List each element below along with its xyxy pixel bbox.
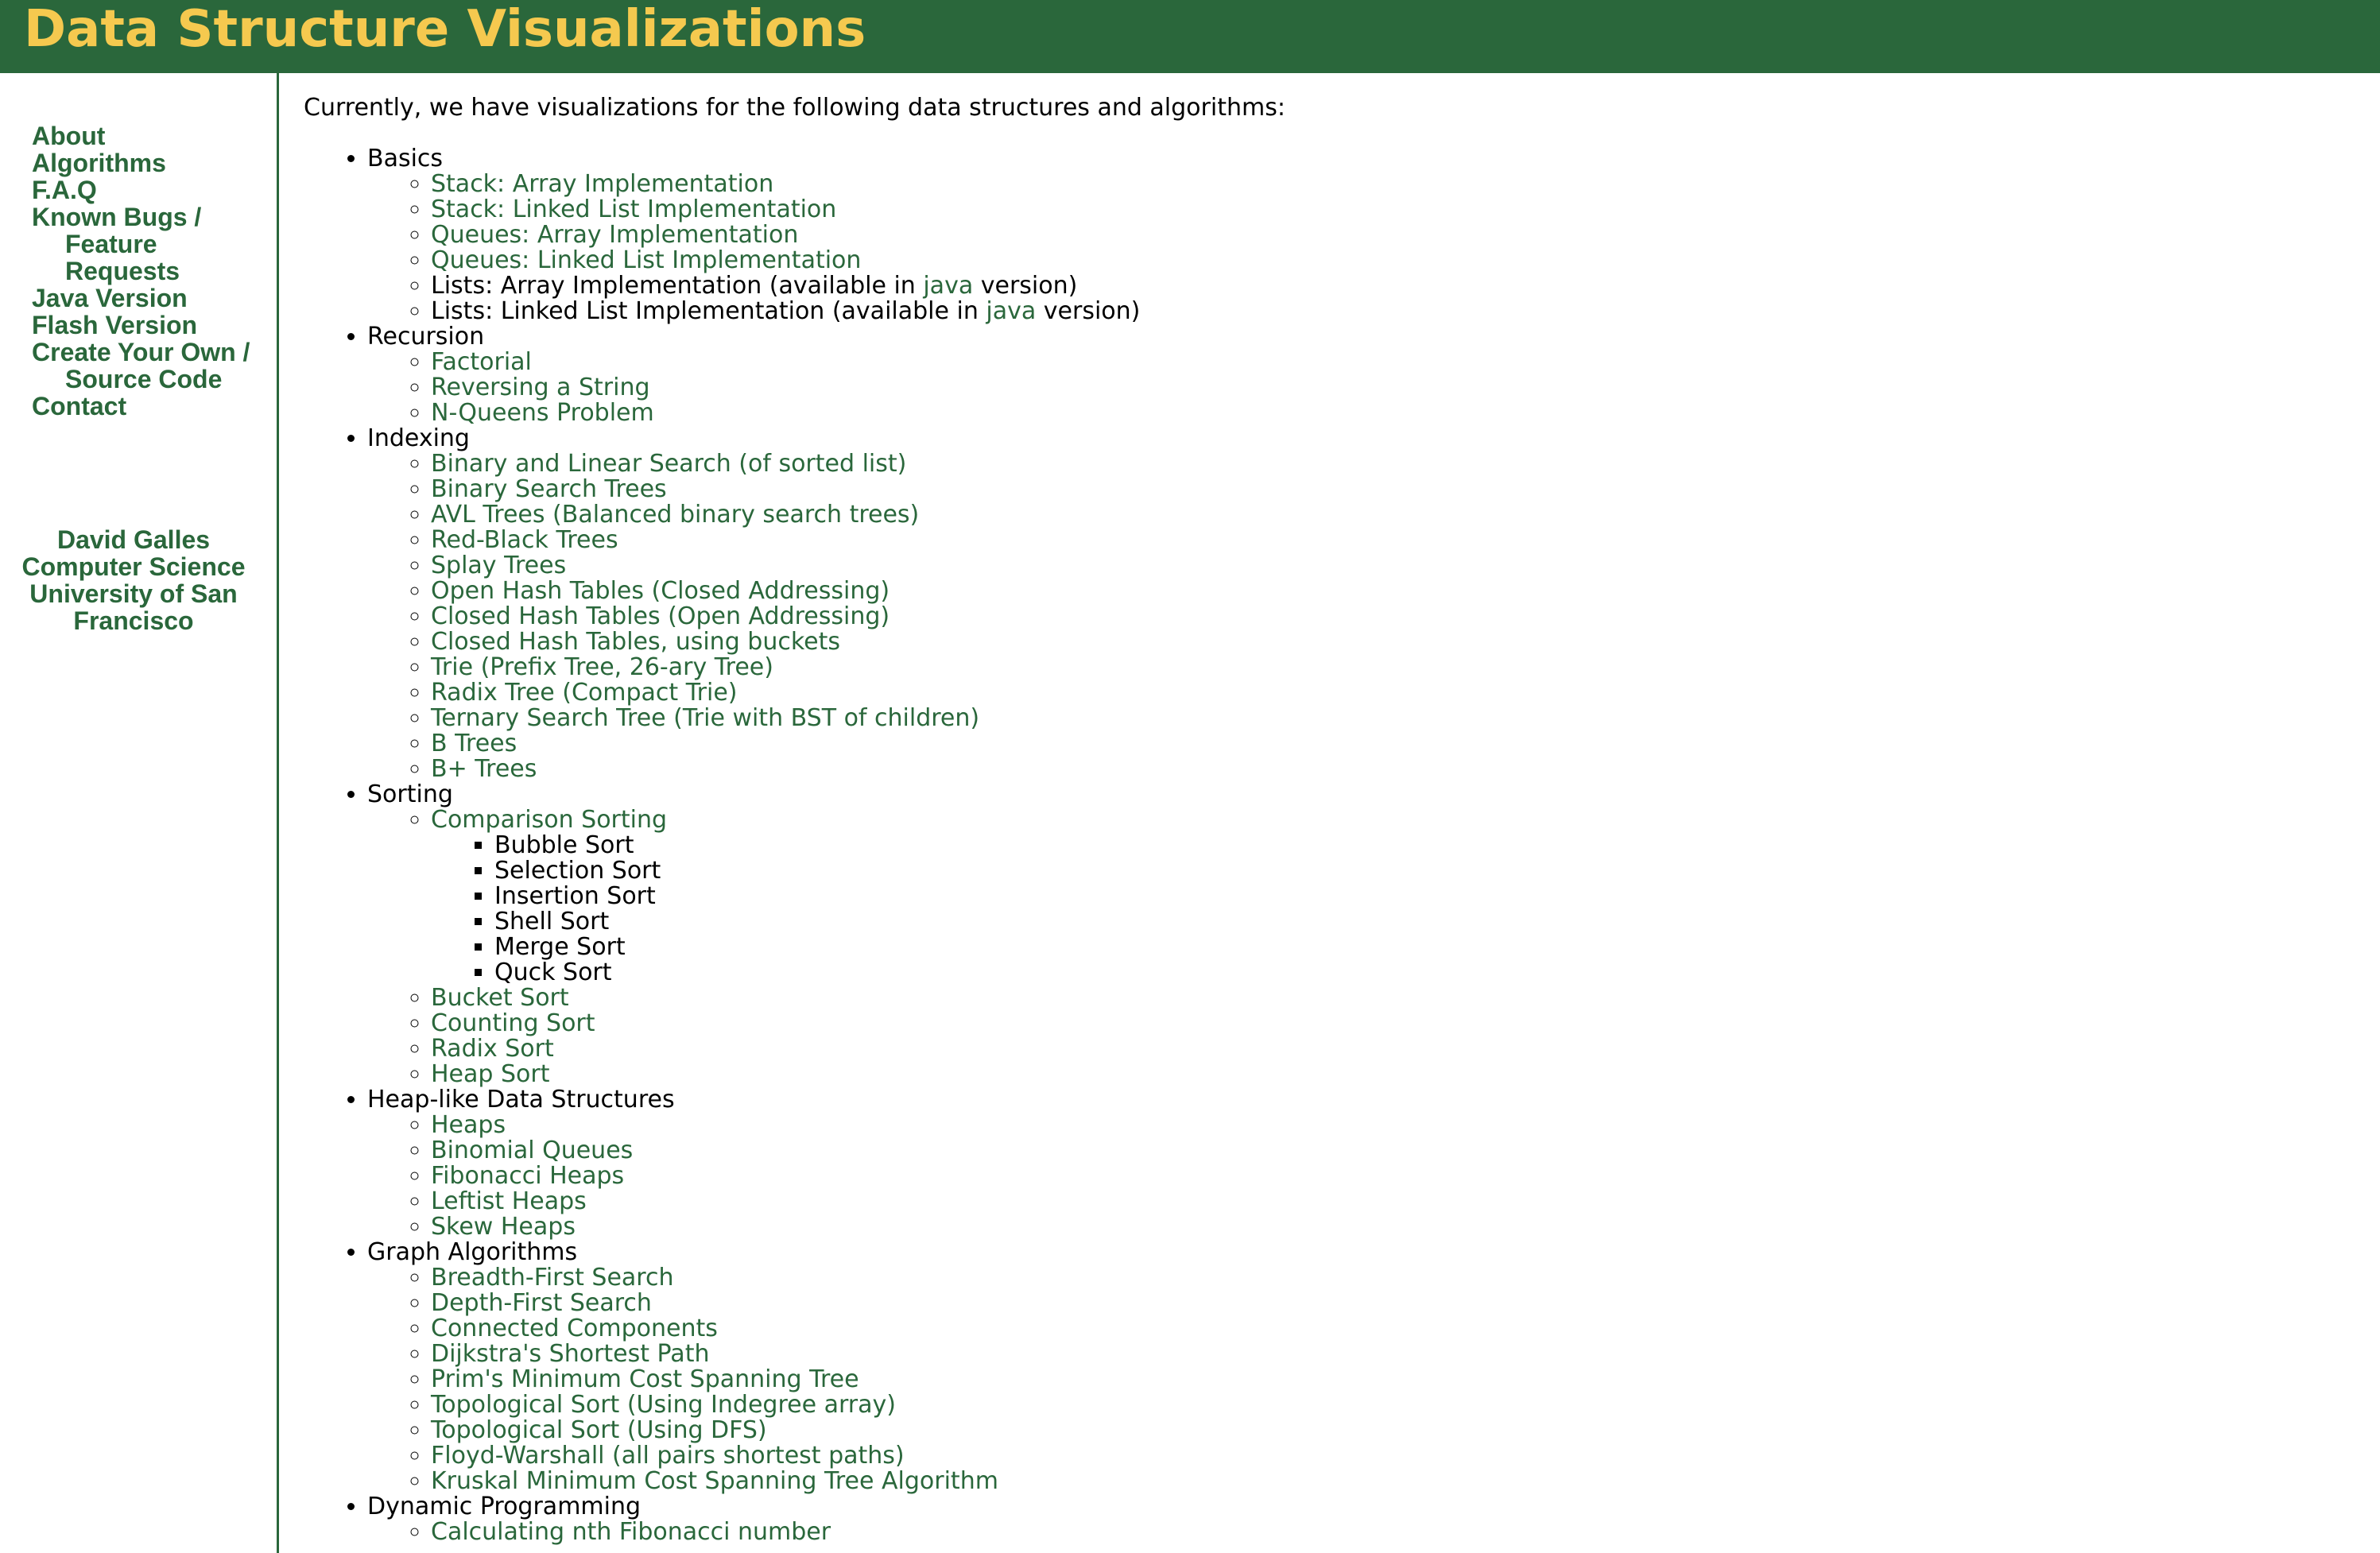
visualization-link[interactable]: Kruskal Minimum Cost Spanning Tree Algorithm bbox=[431, 1467, 998, 1495]
visualization-link[interactable]: Red-Black Trees bbox=[431, 526, 618, 554]
list-item bbox=[431, 1367, 2355, 1392]
list-item bbox=[431, 223, 2355, 248]
visualization-link[interactable]: Queues: Array Implementation bbox=[431, 221, 799, 249]
category-label: Dynamic Programming bbox=[367, 1493, 642, 1520]
visualization-link[interactable]: Prim's Minimum Cost Spanning Tree bbox=[431, 1365, 859, 1393]
visualization-link[interactable]: Comparison Sorting bbox=[431, 806, 668, 834]
visualization-link[interactable]: Counting Sort bbox=[431, 1009, 595, 1037]
nav-faq-link[interactable]: F.A.Q bbox=[32, 176, 97, 204]
visualization-link[interactable]: Reversing a String bbox=[431, 374, 650, 401]
item-text: Lists: Array Implementation (available in bbox=[431, 272, 924, 300]
graphs-list bbox=[367, 1265, 2355, 1494]
list-item bbox=[431, 731, 2355, 757]
category-label: Sorting bbox=[367, 780, 453, 808]
visualization-link[interactable]: Stack: Array Implementation bbox=[431, 170, 774, 198]
visualization-link[interactable]: Topological Sort (Using DFS) bbox=[431, 1416, 767, 1444]
visualization-link[interactable]: Factorial bbox=[431, 348, 532, 376]
sub-list-item: ▪ Selection Sort bbox=[494, 858, 2355, 884]
visualization-link[interactable]: Binomial Queues bbox=[431, 1137, 634, 1164]
list-item bbox=[431, 757, 2355, 782]
visualization-link[interactable]: Binary Search Trees bbox=[431, 475, 667, 503]
author-department: Computer Science bbox=[21, 552, 246, 581]
nav-known-bugs-link[interactable]: Known Bugs / Feature Requests bbox=[32, 203, 202, 285]
list-item bbox=[431, 248, 2355, 273]
visualization-link[interactable]: Calculating nth Fibonacci number bbox=[431, 1518, 831, 1546]
category-indexing bbox=[367, 426, 2355, 782]
list-item bbox=[431, 1520, 2355, 1545]
visualization-link[interactable]: B Trees bbox=[431, 730, 517, 757]
list-item bbox=[431, 273, 2355, 299]
sub-list-item: ▪ Shell Sort bbox=[494, 909, 2355, 935]
visualization-link[interactable]: B+ Trees bbox=[431, 755, 537, 783]
sidebar-nav bbox=[32, 122, 270, 420]
visualization-link[interactable]: Open Hash Tables (Closed Addressing) bbox=[431, 577, 890, 605]
category-basics bbox=[367, 146, 2355, 324]
list-item bbox=[431, 375, 2355, 401]
author-university: University of San Francisco bbox=[29, 579, 238, 635]
sub-list-item: ▪ Insertion Sort bbox=[494, 884, 2355, 909]
list-item bbox=[431, 1291, 2355, 1316]
visualization-link[interactable]: Radix Tree (Compact Trie) bbox=[431, 679, 738, 707]
list-item bbox=[431, 1011, 2355, 1036]
sub-list-item: ▪ Quck Sort bbox=[494, 960, 2355, 986]
main-content bbox=[304, 95, 2355, 1545]
nav-about-link[interactable]: About bbox=[32, 122, 106, 150]
visualization-link[interactable]: Heaps bbox=[431, 1111, 506, 1139]
sidebar bbox=[0, 73, 279, 1553]
visualization-link[interactable]: Skew Heaps bbox=[431, 1213, 576, 1241]
item-text: Lists: Linked List Implementation (available in bbox=[431, 297, 986, 325]
visualization-link[interactable]: Floyd-Warshall (all pairs shortest paths) bbox=[431, 1442, 905, 1470]
nav-java-version-link[interactable]: Java Version bbox=[32, 284, 188, 312]
category-dynamic-programming bbox=[367, 1494, 2355, 1545]
indexing-list bbox=[367, 451, 2355, 782]
dp-list bbox=[367, 1520, 2355, 1545]
heaps-list bbox=[367, 1113, 2355, 1240]
list-item bbox=[431, 680, 2355, 706]
nav-contact-link[interactable]: Contact bbox=[32, 392, 127, 420]
list-item bbox=[431, 477, 2355, 502]
nav-create-your-own-link[interactable]: Create Your Own / Source Code bbox=[32, 338, 250, 393]
comparison-sort-list bbox=[431, 833, 2355, 986]
list-item bbox=[431, 1469, 2355, 1494]
list-item bbox=[431, 172, 2355, 197]
page-title: Data Structure Visualizations bbox=[24, 0, 866, 59]
list-item bbox=[431, 1265, 2355, 1291]
visualization-link[interactable]: Queues: Linked List Implementation bbox=[431, 246, 862, 274]
sub-list-item: ▪ Merge Sort bbox=[494, 935, 2355, 960]
list-item bbox=[431, 1164, 2355, 1189]
list-item bbox=[431, 629, 2355, 655]
author-credits bbox=[10, 526, 258, 634]
item-text: version) bbox=[1036, 297, 1141, 325]
list-item bbox=[431, 1418, 2355, 1443]
list-item bbox=[431, 1443, 2355, 1469]
category-list bbox=[304, 146, 2355, 1545]
visualization-link[interactable]: Trie (Prefix Tree, 26-ary Tree) bbox=[431, 653, 773, 681]
category-heaps bbox=[367, 1087, 2355, 1240]
visualization-link[interactable]: AVL Trees (Balanced binary search trees) bbox=[431, 501, 920, 529]
visualization-link[interactable]: Connected Components bbox=[431, 1315, 718, 1342]
list-item bbox=[431, 1214, 2355, 1240]
list-item bbox=[431, 579, 2355, 604]
list-item bbox=[431, 1316, 2355, 1342]
java-version-link[interactable]: java bbox=[923, 272, 974, 300]
visualization-link[interactable]: Radix Sort bbox=[431, 1035, 554, 1063]
author-name: David Galles bbox=[56, 525, 211, 554]
intro-text: Currently, we have visualizations for the following data structures and algorithms: bbox=[304, 94, 1285, 122]
category-label: Heap-like Data Structures bbox=[367, 1086, 675, 1113]
visualization-link[interactable]: Ternary Search Tree (Trie with BST of children) bbox=[431, 704, 980, 732]
nav-algorithms-link[interactable]: Algorithms bbox=[32, 149, 166, 177]
recursion-list bbox=[367, 350, 2355, 426]
category-graphs bbox=[367, 1240, 2355, 1494]
list-item bbox=[431, 553, 2355, 579]
list-item bbox=[431, 401, 2355, 426]
list-item bbox=[431, 528, 2355, 553]
java-version-link[interactable]: java bbox=[986, 297, 1037, 325]
list-item bbox=[431, 299, 2355, 324]
list-item bbox=[431, 451, 2355, 477]
list-item bbox=[431, 1189, 2355, 1214]
visualization-link[interactable]: Depth-First Search bbox=[431, 1289, 652, 1317]
list-item bbox=[431, 1062, 2355, 1087]
list-item bbox=[431, 655, 2355, 680]
visualization-link[interactable]: Topological Sort (Using Indegree array) bbox=[431, 1391, 896, 1419]
list-item bbox=[431, 1036, 2355, 1062]
list-item bbox=[431, 1392, 2355, 1418]
category-recursion bbox=[367, 324, 2355, 426]
visualization-link[interactable]: Fibonacci Heaps bbox=[431, 1162, 625, 1190]
visualization-link[interactable]: Stack: Linked List Implementation bbox=[431, 196, 837, 223]
visualization-link[interactable]: Splay Trees bbox=[431, 552, 567, 579]
item-text: version) bbox=[973, 272, 1078, 300]
visualization-link[interactable]: Bucket Sort bbox=[431, 984, 569, 1012]
sub-list-item: ▪ Bubble Sort bbox=[494, 833, 2355, 858]
visualization-link[interactable]: Closed Hash Tables, using buckets bbox=[431, 628, 840, 656]
sorting-list bbox=[367, 807, 2355, 1087]
category-label: Graph Algorithms bbox=[367, 1238, 578, 1266]
list-item bbox=[431, 1138, 2355, 1164]
list-item bbox=[431, 604, 2355, 629]
visualization-link[interactable]: Leftist Heaps bbox=[431, 1187, 587, 1215]
basics-list bbox=[367, 172, 2355, 324]
visualization-link[interactable]: Dijkstra's Shortest Path bbox=[431, 1340, 710, 1368]
visualization-link[interactable]: Breadth-First Search bbox=[431, 1264, 674, 1292]
visualization-link[interactable]: N-Queens Problem bbox=[431, 399, 654, 427]
list-item bbox=[431, 197, 2355, 223]
category-label: Basics bbox=[367, 145, 444, 172]
category-label: Indexing bbox=[367, 424, 470, 452]
page-header bbox=[0, 0, 2380, 73]
list-item bbox=[431, 706, 2355, 731]
list-item bbox=[431, 1342, 2355, 1367]
visualization-link[interactable]: Closed Hash Tables (Open Addressing) bbox=[431, 602, 890, 630]
category-label: Recursion bbox=[367, 323, 485, 350]
nav-flash-version-link[interactable]: Flash Version bbox=[32, 311, 198, 339]
list-item bbox=[431, 807, 2355, 986]
list-item bbox=[431, 986, 2355, 1011]
visualization-link[interactable]: Heap Sort bbox=[431, 1060, 550, 1088]
list-item bbox=[431, 1113, 2355, 1138]
visualization-link[interactable]: Binary and Linear Search (of sorted list) bbox=[431, 450, 907, 478]
category-sorting bbox=[367, 782, 2355, 1087]
list-item bbox=[431, 502, 2355, 528]
list-item bbox=[431, 350, 2355, 375]
